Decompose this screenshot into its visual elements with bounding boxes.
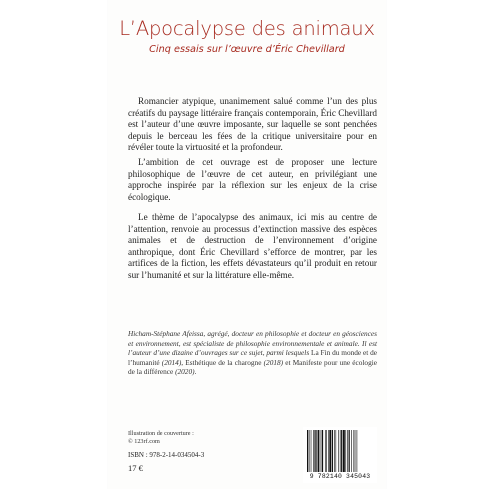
barcode-bar: [355, 430, 356, 472]
barcode-bar: [309, 430, 310, 472]
barcode-bar: [318, 430, 320, 472]
barcode-bar: [314, 430, 315, 472]
back-cover: [108, 0, 386, 489]
barcode-bar: [347, 430, 348, 472]
barcode-bar: [354, 430, 355, 472]
book-subtitle: Cinq essais sur l’œuvre d’Éric Chevillard: [149, 44, 345, 55]
barcode-bar: [351, 430, 352, 472]
barcode-bar: [322, 430, 323, 472]
bio-book-2: Esthétique de la charogne: [185, 357, 262, 367]
barcode-bar: [313, 430, 314, 472]
blurb-paragraph-1: Romancier atypique, unanimement salué comme l’un des plus créatifs du paysage littéraire français contemporain, Éric Chevillard est l’auteur d’une œuvre imposante, sur laquelle se sont penchées depuis le berceau les fées de la critique universitaire pour en révéler toute la virtuosité et la profondeur.: [128, 96, 377, 152]
isbn-text: ISBN : 978-2-14-034504-3: [128, 451, 205, 459]
blurb-paragraph-2: L’ambition de cet ouvrage est de proposer une lecture philosophique de l’œuvre de cet auteur, en privilégiant une approche inspirée par la réflexion sur les enjeux de la crise écologique.: [128, 157, 377, 202]
bio-text: Hicham-Stéphane Afeissa, agrégé, docteur en philosophie et docteur en géosciences et environnement, est spécialiste de philosophie environnementale et animale. Il est l’auteur d’une dizaine d’ouvrages sur ce sujet, parmi lesquels: [128, 329, 377, 358]
bio-year-3: (2020): [173, 367, 195, 377]
barcode-bar: [316, 430, 317, 472]
barcode-bar: [349, 430, 350, 472]
barcode-bar: [325, 430, 326, 472]
bio-year-2: (2018): [261, 357, 284, 367]
barcode-bar: [357, 430, 358, 472]
barcode-bar: [341, 430, 342, 472]
price-text: 17 €: [128, 463, 143, 473]
bio-book-1: La Fin du monde et de l’humanité: [128, 348, 377, 367]
credit-line-2: © 123rf.com: [128, 437, 160, 445]
author-bio: [128, 329, 377, 377]
barcode-bar: [332, 430, 333, 472]
barcode-bar: [326, 430, 327, 472]
barcode-bar: [311, 430, 312, 472]
bio-end: .: [194, 367, 197, 377]
barcode-digits: 9 782140 345043: [309, 473, 371, 480]
bio-separator-1: ,: [181, 357, 186, 367]
barcode-bar: [338, 430, 339, 472]
barcode-bar: [340, 430, 341, 472]
barcode-bar: [329, 430, 331, 472]
barcode-bar: [328, 430, 329, 472]
bio-book-3: Manifeste pour une écologie de la différence: [128, 357, 377, 377]
bio-year-1: (2014): [159, 357, 182, 367]
credit-line-1: Illustration de couverture :: [128, 430, 194, 437]
barcode-bars-icon: [303, 427, 377, 473]
barcode-bar: [321, 430, 322, 472]
bio-separator-2: et: [283, 357, 293, 367]
barcode: [303, 427, 377, 483]
cover-credit: [128, 430, 194, 446]
barcode-bar: [334, 430, 335, 472]
barcode-bar: [345, 430, 346, 472]
barcode-bar: [343, 430, 345, 472]
barcode-bar: [336, 430, 337, 472]
barcode-bar: [307, 430, 308, 472]
blurb-paragraph-3: Le thème de l’apocalypse des animaux, ici mis au centre de l’attention, renvoie au processus d’extinction massive des espèces animales et de destruction de l’environnement d’origine anthropique, dont Éric Chevillard s’efforce de montrer, par les artifices de la fiction, les effets dévastateurs qu’il produit en retour sur l’humanité et sur la littérature elle-même.: [128, 212, 377, 280]
book-title: L’Apocalypse des animaux: [119, 17, 375, 40]
